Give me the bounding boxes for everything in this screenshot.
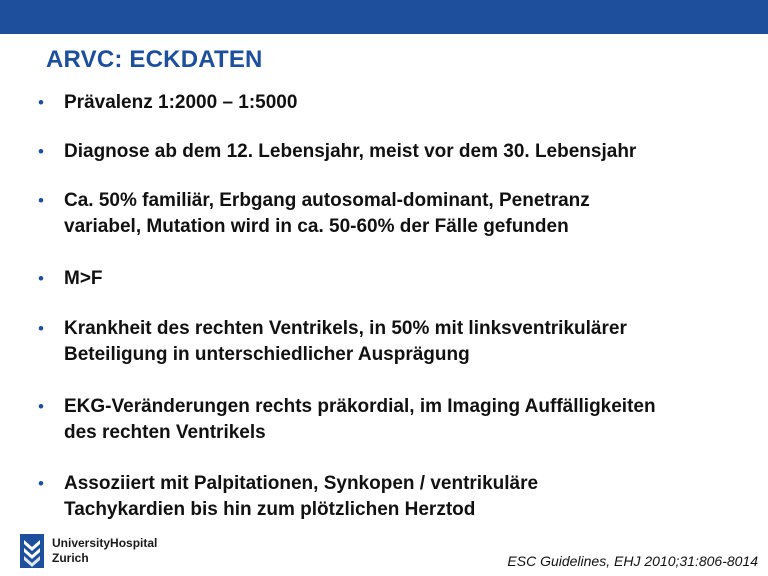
bullet-marker: • bbox=[38, 269, 44, 288]
bullet-text: Ca. 50% familiär, Erbgang autosomal-dominant, Penetranz variabel, Mutation wird in ca. 50-60% der Fälle gefunden bbox=[64, 190, 590, 237]
slide-title: ARVC: ECKDATEN bbox=[46, 46, 263, 73]
logo-line-2: Zurich bbox=[52, 551, 89, 565]
bullet-text: EKG-Veränderungen rechts präkordial, im Imaging Auffälligkeiten des rechten Ventrikels bbox=[64, 396, 656, 443]
logo-wordmark bbox=[52, 536, 157, 566]
bullet-item bbox=[38, 471, 738, 523]
bullet-text: Diagnose ab dem 12. Lebensjahr, meist vor dem 30. Lebensjahr bbox=[64, 141, 637, 162]
bullet-item bbox=[38, 316, 738, 368]
bullet-marker: • bbox=[38, 319, 44, 338]
bullet-marker: • bbox=[38, 93, 44, 112]
bullet-text: Krankheit des rechten Ventrikels, in 50% mit linksventrikulärer Beteiligung in unterschiedlicher Ausprägung bbox=[64, 318, 627, 365]
university-hospital-zurich-logo-icon bbox=[20, 534, 44, 568]
university-hospital-logo bbox=[20, 534, 157, 568]
bullet-item bbox=[38, 394, 738, 446]
bullet-text: Prävalenz 1:2000 – 1:5000 bbox=[64, 92, 298, 113]
bullet-marker: • bbox=[38, 191, 44, 210]
bullet-text: Assoziiert mit Palpitationen, Synkopen / ventrikuläre Tachykardien bis hin zum plötzlichen Herztod bbox=[64, 473, 539, 520]
bullet-marker: • bbox=[38, 474, 44, 493]
citation: ESC Guidelines, EHJ 2010;31:806-8014 bbox=[507, 553, 758, 569]
bullet-text: M>F bbox=[64, 268, 103, 289]
logo-line-1: UniversityHospital bbox=[52, 536, 158, 550]
bullet-item bbox=[38, 266, 738, 292]
bullet-item bbox=[38, 90, 738, 116]
bullet-item bbox=[38, 188, 738, 240]
bullet-marker: • bbox=[38, 142, 44, 161]
bullet-item bbox=[38, 139, 738, 165]
bullet-marker: • bbox=[38, 397, 44, 416]
